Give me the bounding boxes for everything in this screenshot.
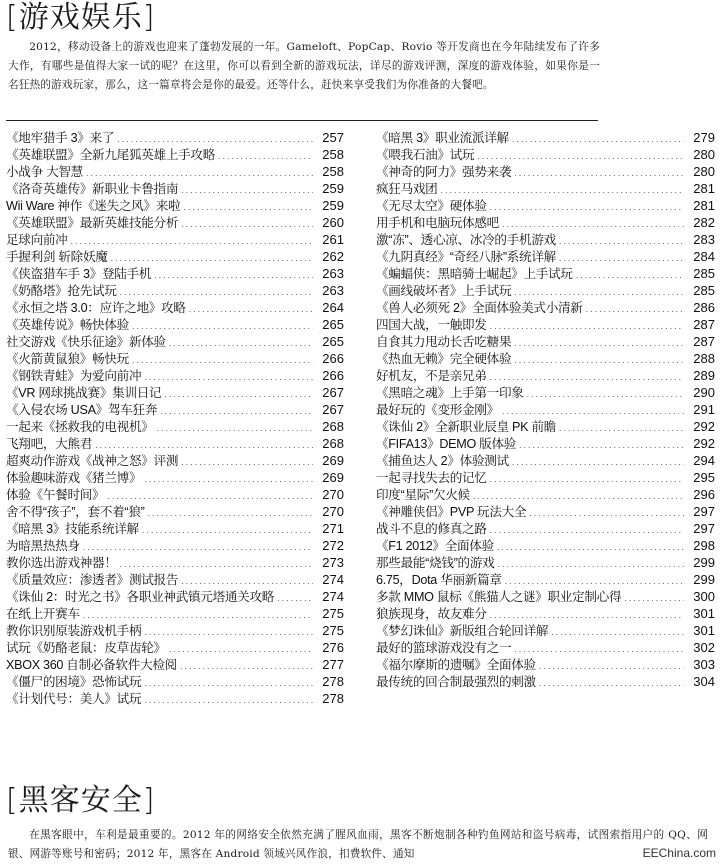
toc-leader-dots xyxy=(154,267,313,284)
toc-leader-dots xyxy=(514,352,684,369)
toc-entry-page: 263 xyxy=(322,266,344,281)
toc-entry-page: 288 xyxy=(693,351,715,366)
toc-entry-title: 《奶酪塔》抢先试玩 xyxy=(6,284,117,298)
toc-entry[interactable] xyxy=(6,146,344,163)
toc-entry-title: 在纸上开赛车 xyxy=(6,607,80,621)
toc-entry-page: 297 xyxy=(693,521,715,536)
toc-entry-page: 265 xyxy=(322,334,344,349)
toc-entry-title: 用手机和电脑玩体感吧 xyxy=(376,216,499,230)
toc-leader-dots xyxy=(514,165,684,182)
toc-entry-page: 272 xyxy=(322,538,344,553)
toc-leader-dots xyxy=(490,522,684,539)
toc-entry-page: 258 xyxy=(322,147,344,162)
toc-entry[interactable] xyxy=(376,146,715,163)
toc-entry-page: 280 xyxy=(693,164,715,179)
toc-leader-dots xyxy=(539,675,684,692)
toc-entry-page: 296 xyxy=(693,487,715,502)
toc-entry[interactable] xyxy=(6,690,344,707)
toc-entry[interactable] xyxy=(6,588,344,605)
toc-entry-page: 285 xyxy=(693,283,715,298)
toc-entry-title: 《兽人必须死 2》全面体验美式小清新 xyxy=(376,301,583,315)
toc-entry-title: 《诛仙 2》全新职业辰皇 PK 前瞻 xyxy=(376,420,557,434)
toc-entry-title: 体验趣味游戏《猪兰博》 xyxy=(6,471,142,485)
toc-leader-dots xyxy=(132,318,313,335)
toc-entry[interactable] xyxy=(6,350,344,367)
toc-entry-page: 274 xyxy=(322,572,344,587)
toc-entry[interactable] xyxy=(376,554,715,571)
toc-entry-page: 304 xyxy=(693,674,715,689)
toc-entry-title: 一起来《拯救我的电视机》 xyxy=(6,420,154,434)
toc-entry-title: 《福尔摩斯的遗嘱》全面体验 xyxy=(376,658,536,672)
toc-entry-title: 小战争 大智慧 xyxy=(6,165,83,179)
toc-leader-dots xyxy=(144,369,313,386)
toc-entry[interactable] xyxy=(6,163,344,180)
toc-leader-dots xyxy=(490,318,684,335)
toc-leader-dots xyxy=(218,148,313,165)
toc-leader-dots xyxy=(117,131,313,148)
toc-entry[interactable] xyxy=(6,571,344,588)
toc-entry-title: 《暗黑 3》技能系统详解 xyxy=(6,522,139,536)
toc-entry-title: 最传统的回合制最强烈的刺激 xyxy=(376,675,536,689)
toc-entry-page: 270 xyxy=(322,504,344,519)
toc-leader-dots xyxy=(502,403,684,420)
section-title-games: [游戏娱乐] xyxy=(6,0,156,35)
toc-entry-page: 298 xyxy=(693,538,715,553)
toc-entry[interactable] xyxy=(6,384,344,401)
toc-entry-title: 《神雕侠侣》PVP 玩法大全 xyxy=(376,505,527,519)
toc-leader-dots xyxy=(111,250,313,267)
toc-entry-page: 264 xyxy=(322,300,344,315)
toc-entry-title: 战斗不息的修真之路 xyxy=(376,522,487,536)
toc-entry-page: 285 xyxy=(693,266,715,281)
toc-entry-page: 290 xyxy=(693,385,715,400)
toc-entry-title: 手握利剑 斩除妖魔 xyxy=(6,250,108,264)
toc-entry[interactable] xyxy=(376,231,715,248)
toc-entry-title: 教你选出游戏神器！ xyxy=(6,556,117,570)
toc-entry[interactable] xyxy=(376,503,715,520)
toc-leader-dots xyxy=(189,301,313,318)
toc-entry-title: 《诛仙 2：时光之书》各职业神武镇元塔通关攻略 xyxy=(6,590,275,604)
toc-entry[interactable] xyxy=(6,503,344,520)
toc-leader-dots xyxy=(514,335,684,352)
toc-entry-page: 289 xyxy=(693,368,715,383)
toc-entry[interactable] xyxy=(376,180,715,197)
toc-entry[interactable] xyxy=(376,639,715,656)
toc-entry-title: 最好玩的《变形金刚》 xyxy=(376,403,499,417)
toc-entry-title: 《火箭黄鼠狼》畅快玩 xyxy=(6,352,129,366)
toc-leader-dots xyxy=(107,488,313,505)
toc-leader-dots xyxy=(529,505,684,522)
toc-entry-page: 275 xyxy=(322,623,344,638)
toc-leader-dots xyxy=(559,250,684,267)
toc-leader-dots xyxy=(83,539,313,556)
toc-entry-title: 社交游戏《快乐征途》新体验 xyxy=(6,335,166,349)
toc-entry-title: 《英雄联盟》全新九尾狐英雄上手攻略 xyxy=(6,148,215,162)
watermark: EEChina.com xyxy=(642,846,716,860)
toc-entry-page: 287 xyxy=(693,317,715,332)
toc-entry-page: 297 xyxy=(693,504,715,519)
toc-leader-dots xyxy=(181,573,313,590)
toc-leader-dots xyxy=(490,369,684,386)
toc-leader-dots xyxy=(144,692,313,709)
toc-entry-title: 教你识别原装游戏机手柄 xyxy=(6,624,142,638)
toc-entry[interactable] xyxy=(6,673,344,690)
toc-entry-title: 《喂我石油》试玩 xyxy=(376,148,475,162)
toc-leader-dots xyxy=(86,165,313,182)
toc-entry-title: 《FIFA13》DEMO 版体验 xyxy=(376,437,517,451)
toc-left-column xyxy=(6,129,344,707)
toc-entry-page: 269 xyxy=(322,470,344,485)
toc-entry[interactable] xyxy=(376,350,715,367)
toc-entry[interactable] xyxy=(376,520,715,537)
toc-leader-dots xyxy=(586,301,684,318)
toc-entry[interactable] xyxy=(6,469,344,486)
toc-entry-page: 266 xyxy=(322,368,344,383)
toc-entry[interactable] xyxy=(6,248,344,265)
toc-entry-page: 268 xyxy=(322,419,344,434)
toc-entry[interactable] xyxy=(6,401,344,418)
toc-entry[interactable] xyxy=(6,299,344,316)
toc-entry-title: 《无尽太空》硬体验 xyxy=(376,199,487,213)
toc-entry-title: 体验《午餐时间》 xyxy=(6,488,105,502)
toc-entry[interactable] xyxy=(6,486,344,503)
toc-leader-dots xyxy=(144,471,313,488)
toc-entry-page: 286 xyxy=(693,300,715,315)
toc-entry[interactable] xyxy=(376,282,715,299)
toc-entry-title: 多款 MMO 鼠标《熊猫人之谜》职业定制心得 xyxy=(376,590,622,604)
toc-entry[interactable] xyxy=(376,333,715,350)
toc-leader-dots xyxy=(169,335,313,352)
toc-entry-page: 266 xyxy=(322,351,344,366)
toc-entry[interactable] xyxy=(376,214,715,231)
toc-leader-dots xyxy=(512,131,684,148)
toc-entry[interactable] xyxy=(376,435,715,452)
toc-entry[interactable] xyxy=(376,197,715,214)
toc-entry-page: 301 xyxy=(693,606,715,621)
toc-entry[interactable] xyxy=(6,282,344,299)
toc-entry[interactable] xyxy=(376,537,715,554)
toc-entry[interactable] xyxy=(376,248,715,265)
toc-leader-dots xyxy=(502,216,684,233)
toc-entry[interactable] xyxy=(6,197,344,214)
toc-entry-title: Wii Ware 神作《迷失之风》来啦 xyxy=(6,199,181,213)
toc-entry-page: 291 xyxy=(693,402,715,417)
toc-entry-title: 疯狂马戏团 xyxy=(376,182,438,196)
toc-entry[interactable] xyxy=(6,537,344,554)
toc-entry-page: 257 xyxy=(322,130,344,145)
toc-leader-dots xyxy=(164,386,313,403)
toc-entry[interactable] xyxy=(6,367,344,384)
toc-entry-page: 277 xyxy=(322,657,344,672)
toc-entry-page: 273 xyxy=(322,555,344,570)
toc-entry-page: 267 xyxy=(322,402,344,417)
toc-entry-title: 印度“星际”欠火候 xyxy=(376,488,470,502)
toc-entry[interactable] xyxy=(376,299,715,316)
toc-leader-dots xyxy=(490,471,684,488)
toc-leader-dots xyxy=(181,182,313,199)
toc-entry[interactable] xyxy=(376,367,715,384)
toc-entry-title: 最好的篮球游戏没有之一 xyxy=(376,641,512,655)
toc-entry-title: 《黑暗之魂》上手第一印象 xyxy=(376,386,524,400)
toc-entry-page: 292 xyxy=(693,419,715,434)
toc-entry-page: 261 xyxy=(322,232,344,247)
toc-entry[interactable] xyxy=(376,265,715,282)
toc-entry-page: 274 xyxy=(322,589,344,604)
toc-entry-title: 6.75，Dota 华丽新篇章 xyxy=(376,573,502,587)
toc-leader-dots xyxy=(624,590,684,607)
toc-entry-page: 265 xyxy=(322,317,344,332)
toc-leader-dots xyxy=(527,386,684,403)
toc-leader-dots xyxy=(277,590,313,607)
section-intro-games: 2012，移动设备上的游戏也迎来了蓬勃发展的一年。Gameloft、PopCap、Rovio 等开发商也在今年陆续发布了许多大作，有哪些是值得大家一试的呢？在这里，你可以看到全新的游戏玩法，详尽的游戏评测，深度的游戏体验，如果你是一名狂热的游戏玩家，那么，这一篇章将会是你的最爱。还等什么，赶快来享受我们为你准备的大餐吧。 xyxy=(8,41,600,91)
toc-entry[interactable] xyxy=(6,418,344,435)
toc-entry-title: 《入侵农场 USA》驾车狂奔 xyxy=(6,403,158,417)
toc-entry-title: 那些最能“烧钱”的游戏 xyxy=(376,556,495,570)
toc-entry-title: 《僵尸的困境》恐怖试玩 xyxy=(6,675,142,689)
toc-entry[interactable] xyxy=(376,452,715,469)
toc-entry[interactable] xyxy=(6,316,344,333)
toc-entry[interactable] xyxy=(6,333,344,350)
toc-entry[interactable] xyxy=(376,384,715,401)
toc-entry-page: 294 xyxy=(693,453,715,468)
toc-leader-dots xyxy=(497,556,684,573)
toc-entry[interactable] xyxy=(376,163,715,180)
toc-entry-page: 283 xyxy=(693,232,715,247)
toc-entry-title: 《F1 2012》全面体验 xyxy=(376,539,494,553)
toc-entry-title: 《热血无赖》完全硬体验 xyxy=(376,352,512,366)
toc-entry-page: 287 xyxy=(693,334,715,349)
toc-entry-page: 302 xyxy=(693,640,715,655)
toc-entry-title: 《质量效应：渗透者》测试报告 xyxy=(6,573,179,587)
toc-entry-title: 《洛奇英雄传》新职业卡鲁指南 xyxy=(6,182,179,196)
toc-leader-dots xyxy=(576,267,684,284)
toc-leader-dots xyxy=(95,437,313,454)
toc-entry[interactable] xyxy=(376,588,715,605)
toc-leader-dots xyxy=(512,454,684,471)
toc-entry-page: 299 xyxy=(693,572,715,587)
toc-entry[interactable] xyxy=(376,469,715,486)
toc-entry-page: 270 xyxy=(322,487,344,502)
toc-leader-dots xyxy=(551,624,684,641)
toc-leader-dots xyxy=(559,420,684,437)
toc-entry-title: 舍不得“孩子”，套不着“狼” xyxy=(6,505,145,519)
toc-leader-dots xyxy=(160,403,313,420)
toc-entry[interactable] xyxy=(6,554,344,571)
toc-entry-page: 278 xyxy=(322,691,344,706)
toc-entry-page: 284 xyxy=(693,249,715,264)
toc-leader-dots xyxy=(144,675,313,692)
toc-entry-page: 292 xyxy=(693,436,715,451)
toc-leader-dots xyxy=(148,505,313,522)
toc-entry[interactable] xyxy=(6,639,344,656)
toc-entry-title: 《永恒之塔 3.0：应许之地》攻略 xyxy=(6,301,186,315)
toc-entry[interactable] xyxy=(376,622,715,639)
toc-entry-page: 281 xyxy=(693,198,715,213)
toc-entry-title: 《钢铁青蛙》为爱向前冲 xyxy=(6,369,142,383)
toc-entry-title: 飞翔吧，大熊君 xyxy=(6,437,93,451)
toc-entry-title: 《暗黑 3》职业流派详解 xyxy=(376,131,509,145)
toc-leader-dots xyxy=(559,233,684,250)
toc-leader-dots xyxy=(514,284,684,301)
toc-leader-dots xyxy=(144,624,313,641)
toc-entry-page: 282 xyxy=(693,215,715,230)
section-intro-hacker: 在黑客眼中，车利是最重要的。2012 年的网络安全依然充满了腥风血雨，黑客不断炮制各种钓鱼网站和盗号病毒，试图索指用户的 QQ、网银、网游等账号和密码；2012 年，黑客在 Android 领域兴风作浪，扣费软件、通知 xyxy=(8,829,708,860)
toc-entry[interactable] xyxy=(6,214,344,231)
toc-entry-page: 295 xyxy=(693,470,715,485)
toc-entry[interactable] xyxy=(6,180,344,197)
toc-entry-title: 《地牢猎手 3》来了 xyxy=(6,131,115,145)
toc-entry[interactable] xyxy=(376,129,715,146)
toc-entry-page: 263 xyxy=(322,283,344,298)
toc-entry-title: 狼族现身，故友难分 xyxy=(376,607,487,621)
toc-leader-dots xyxy=(183,199,313,216)
toc-entry[interactable] xyxy=(6,520,344,537)
toc-entry[interactable] xyxy=(6,622,344,639)
toc-entry-title: 《英雄联盟》最新英雄技能分析 xyxy=(6,216,179,230)
toc-entry[interactable] xyxy=(376,316,715,333)
toc-entry-page: 267 xyxy=(322,385,344,400)
section-divider xyxy=(6,120,598,121)
toc-leader-dots xyxy=(142,522,313,539)
toc-entry-title: 《捕鱼达人 2》体验测试 xyxy=(376,454,509,468)
toc-leader-dots xyxy=(120,284,313,301)
toc-entry-page: 260 xyxy=(322,215,344,230)
toc-entry-title: 一起寻找失去的记忆 xyxy=(376,471,487,485)
toc-entry-page: 271 xyxy=(322,521,344,536)
toc-entry[interactable] xyxy=(376,673,715,690)
toc-entry[interactable] xyxy=(6,265,344,282)
toc-entry-page: 268 xyxy=(322,436,344,451)
toc-entry-page: 262 xyxy=(322,249,344,264)
toc-entry[interactable] xyxy=(6,452,344,469)
toc-entry-title: 《画线破坏者》上手试玩 xyxy=(376,284,512,298)
toc-leader-dots xyxy=(473,488,684,505)
toc-leader-dots xyxy=(497,539,684,556)
toc-entry[interactable] xyxy=(6,435,344,452)
toc-entry-title: 《侠盗猎车手 3》登陆手机 xyxy=(6,267,152,281)
toc-entry-page: 259 xyxy=(322,198,344,213)
toc-entry-page: 299 xyxy=(693,555,715,570)
toc-leader-dots xyxy=(440,182,684,199)
toc-entry[interactable] xyxy=(376,605,715,622)
toc-entry[interactable] xyxy=(376,571,715,588)
toc-leader-dots xyxy=(490,199,684,216)
toc-entry-page: 281 xyxy=(693,181,715,196)
toc-leader-dots xyxy=(505,573,684,590)
toc-entry-title: 试玩《奶酪老鼠：皮草齿轮》 xyxy=(6,641,166,655)
toc-entry-title: 《VR 网球挑战赛》集训日记 xyxy=(6,386,162,400)
toc-leader-dots xyxy=(180,658,313,675)
toc-entry[interactable] xyxy=(6,129,344,146)
toc-leader-dots xyxy=(181,454,313,471)
toc-leader-dots xyxy=(514,641,684,658)
toc-entry[interactable] xyxy=(6,231,344,248)
toc-entry-title: 《英雄传说》畅快体验 xyxy=(6,318,129,332)
toc-entry-title: 《梦幻诛仙》新版组合轮回详解 xyxy=(376,624,549,638)
toc-entry-page: 275 xyxy=(322,606,344,621)
toc-leader-dots xyxy=(477,148,684,165)
toc-leader-dots xyxy=(83,607,313,624)
toc-entry-title: 四国大战，一触即发 xyxy=(376,318,487,332)
toc-entry-title: 《蝙蝠侠：黑暗骑士崛起》上手试玩 xyxy=(376,267,573,281)
toc-entry-page: 300 xyxy=(693,589,715,604)
section-title-hacker: [黑客安全] xyxy=(6,783,156,818)
toc-entry-page: 259 xyxy=(322,181,344,196)
toc-entry[interactable] xyxy=(376,418,715,435)
toc-entry-page: 303 xyxy=(693,657,715,672)
toc-entry-title: 《计划代号：美人》试玩 xyxy=(6,692,142,706)
toc-entry[interactable] xyxy=(376,486,715,503)
toc-leader-dots xyxy=(519,437,684,454)
toc-entry-title: 好机友，不是亲兄弟 xyxy=(376,369,487,383)
toc-leader-dots xyxy=(539,658,684,675)
toc-entry-page: 279 xyxy=(693,130,715,145)
toc-entry[interactable] xyxy=(376,656,715,673)
toc-entry-page: 278 xyxy=(322,674,344,689)
toc-entry[interactable] xyxy=(6,656,344,673)
toc-entry-title: 《九阴真经》“奇经八脉”系统详解 xyxy=(376,250,556,264)
toc-leader-dots xyxy=(70,233,313,250)
toc-leader-dots xyxy=(181,216,313,233)
toc-entry[interactable] xyxy=(376,401,715,418)
toc-entry[interactable] xyxy=(6,605,344,622)
toc-entry-title: 《神奇的阿力》强势来袭 xyxy=(376,165,512,179)
toc-entry-page: 258 xyxy=(322,164,344,179)
toc-entry-title: 自食其力甩动长舌吃糖果 xyxy=(376,335,512,349)
toc-entry-title: 为暗黑热热身 xyxy=(6,539,80,553)
toc-leader-dots xyxy=(490,607,684,624)
toc-entry-page: 269 xyxy=(322,453,344,468)
toc-entry-page: 276 xyxy=(322,640,344,655)
toc-leader-dots xyxy=(169,641,313,658)
toc-entry-title: 激“冻”、透心凉、冰冷的手机游戏 xyxy=(376,233,556,247)
toc-entry-title: 超爽动作游戏《战神之怒》评测 xyxy=(6,454,179,468)
toc-entry-page: 301 xyxy=(693,623,715,638)
toc-leader-dots xyxy=(120,556,313,573)
toc-right-column xyxy=(376,129,715,690)
toc-leader-dots xyxy=(132,352,313,369)
toc-entry-title: 足球向前冲 xyxy=(6,233,68,247)
toc-leader-dots xyxy=(157,420,313,437)
toc-entry-page: 280 xyxy=(693,147,715,162)
toc-entry-title: XBOX 360 自制必备软件大检阅 xyxy=(6,658,177,672)
